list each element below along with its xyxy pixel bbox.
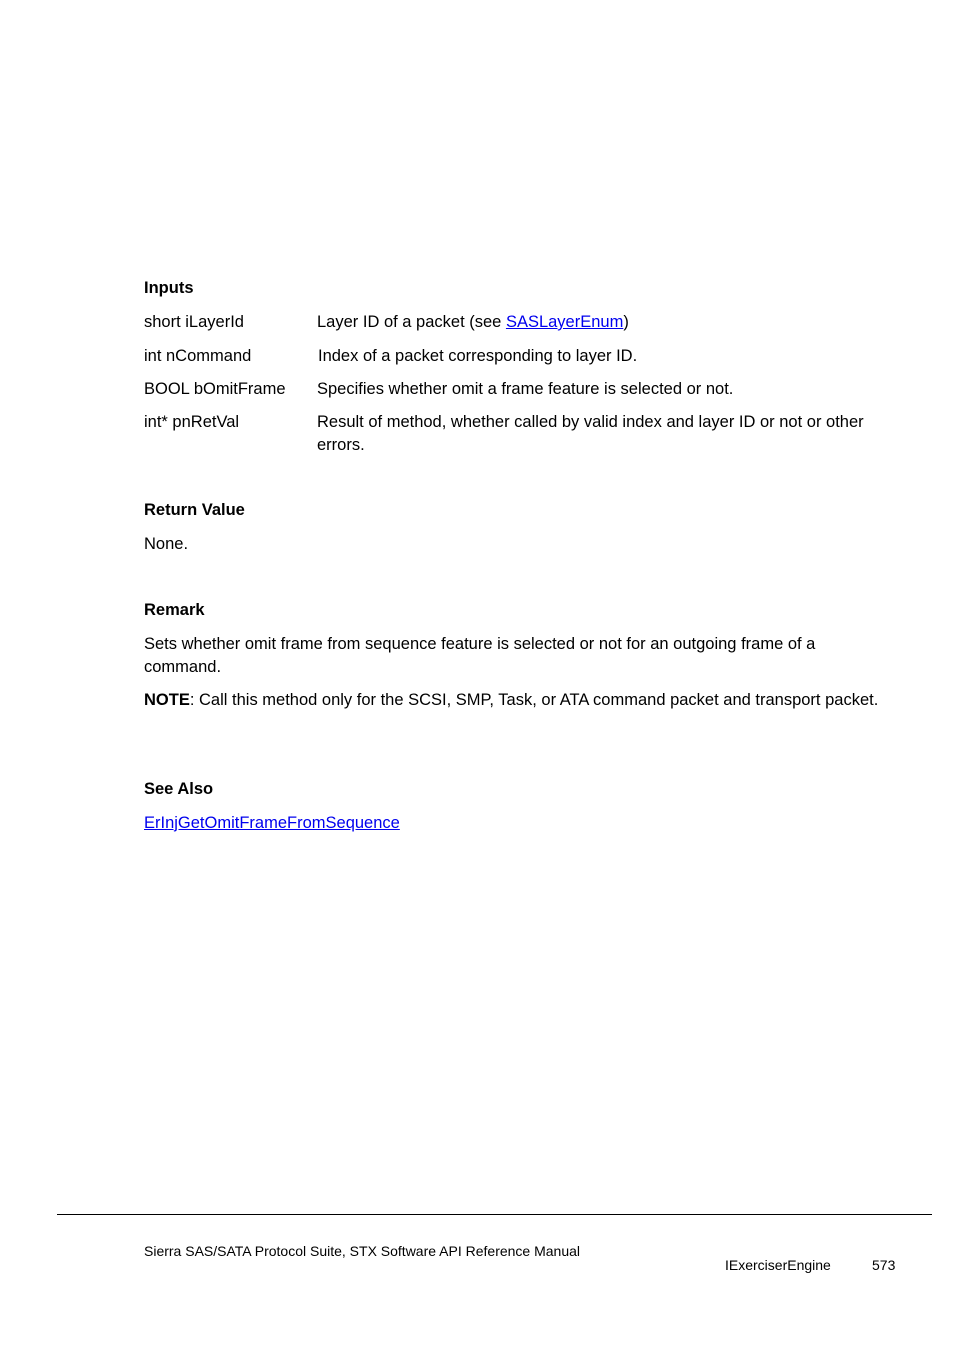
- remark-text: Sets whether omit frame from sequence feature is selected or not for an outgoing frame of a command.: [144, 635, 816, 676]
- param-name-ilayerid: short iLayerId: [144, 313, 244, 331]
- param-desc-bomitframe: Specifies whether omit a frame feature is selected or not.: [317, 380, 734, 398]
- return-value-text: None.: [144, 535, 189, 553]
- param-desc-ilayerid: [317, 311, 629, 334]
- footer-section: IExerciserEngine: [725, 1257, 831, 1273]
- param-desc-pnretval: Result of method, whether called by valid index and layer ID or not or other errors.: [317, 413, 864, 454]
- param-desc-ilayerid-after: ): [623, 313, 629, 331]
- param-name-bomitframe: BOOL bOmitFrame: [144, 380, 286, 398]
- remark-note: [144, 689, 889, 712]
- param-name-ncommand: int nCommand: [144, 347, 252, 365]
- note-label: NOTE: [144, 691, 190, 709]
- saslayerenum-link[interactable]: SASLayerEnum: [505, 313, 624, 331]
- param-desc-ncommand: Index of a packet corresponding to layer ID.: [318, 347, 638, 365]
- see-also-heading: See Also: [144, 780, 214, 798]
- remark-heading: Remark: [144, 601, 205, 619]
- note-text: : Call this method only for the SCSI, SMP, Task, or ATA command packet and transport packet.: [189, 691, 879, 709]
- param-desc-ilayerid-before: Layer ID of a packet (see: [317, 313, 506, 331]
- see-also-item: [144, 812, 400, 835]
- param-name-pnretval: int* pnRetVal: [144, 413, 240, 431]
- inputs-heading: Inputs: [144, 279, 194, 297]
- return-value-heading: Return Value: [144, 501, 245, 519]
- footer-rule: [57, 1214, 932, 1215]
- footer-page-number: 573: [872, 1257, 896, 1273]
- footer-manual-title: Sierra SAS/SATA Protocol Suite, STX Software API Reference Manual: [144, 1243, 581, 1259]
- erinjgetomitframefromsequence-link[interactable]: ErInjGetOmitFrameFromSequence: [144, 814, 400, 832]
